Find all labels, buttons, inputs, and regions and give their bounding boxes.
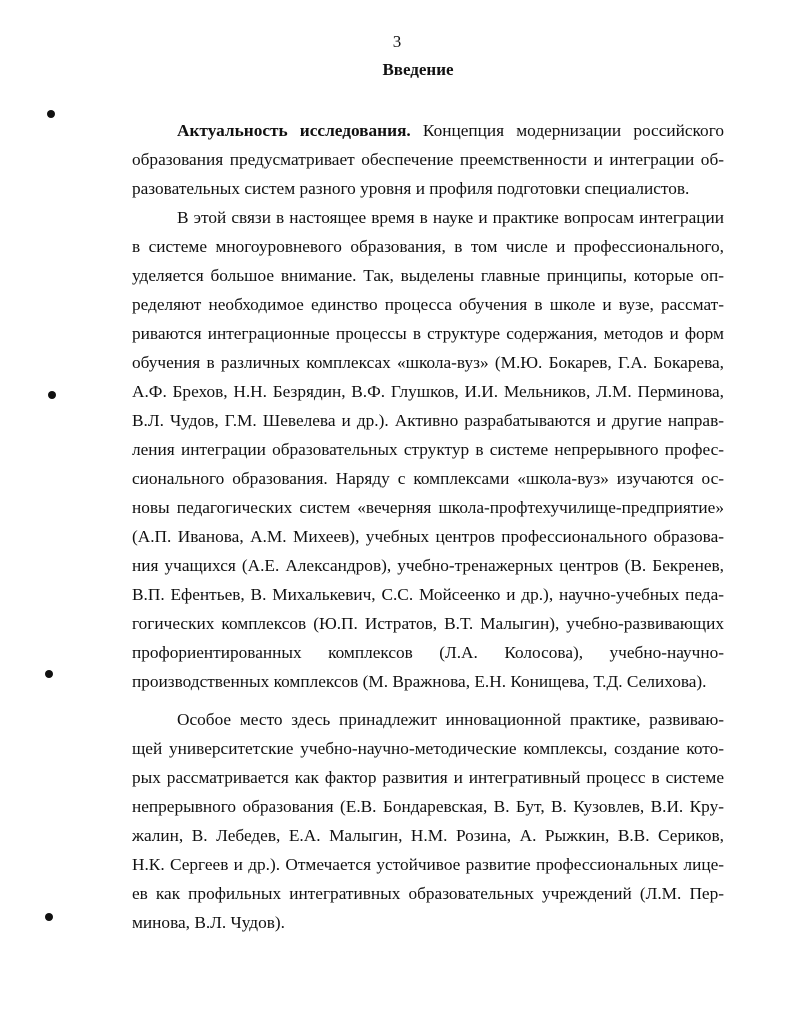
text-line: новы педагогических систем «вечерняя школа-профтехучилище-предприятие» [132,498,724,517]
text-line: риваются интеграционные процессы в структуре содержания, методов и форм [132,324,724,343]
text-line: ния учащихся (А.Е. Александров), учебно-тренажерных центров (В. Бекренев, [132,556,724,575]
text-line: Н.К. Сергеев и др.). Отмечается устойчивое развитие профессиональных лице- [132,855,724,874]
text-line: профориентированных комплексов (Л.А. Колосова), учебно-научно- [132,643,724,662]
paragraph-lead: Актуальность исследования. [177,121,411,140]
text-line: В этой связи в настоящее время в науке и практике вопросам интеграции [177,208,724,227]
binding-hole-2 [48,391,56,399]
text-line: непрерывного образования (Е.В. Бондаревская, В. Бут, В. Кузовлев, В.И. Кру- [132,797,724,816]
text-line: образования предусматривает обеспечение преемственности и интеграции об- [132,150,724,169]
text-line: жалин, В. Лебедев, Е.А. Малыгин, Н.М. Розина, А. Рыжкин, В.В. Сериков, [132,826,724,845]
text-line: ев как профильных интегративных образовательных учреждений (Л.М. Пер- [132,884,724,903]
binding-hole-4 [45,913,53,921]
text-line: рых рассматривается как фактор развития и интегративный процесс в системе [132,768,724,787]
text-line: (А.П. Иванова, А.М. Михеев), учебных центров профессионального образова- [132,527,724,546]
text-line: Особое место здесь принадлежит инновационной практике, развиваю- [177,710,724,729]
text-line: уделяется большое внимание. Так, выделены главные принципы, которые оп- [132,266,724,285]
section-title: Введение [382,60,454,79]
text-line: ределяют необходимое единство процесса обучения в школе и вузе, рассмат- [132,295,724,314]
text-line: В.Л. Чудов, Г.М. Шевелева и др.). Активно разрабатываются и другие направ- [132,411,724,430]
text-line: В.П. Ефентьев, В. Михалькевич, С.С. Мойсеенко и др.), научно-учебных педа- [132,585,724,604]
text-line [177,116,724,145]
text-line: разовательных систем разного уровня и профиля подготовки специалистов. [132,179,690,198]
text-line: ления интеграции образовательных структур в системе непрерывного профес- [132,440,724,459]
text-line: минова, В.Л. Чудов). [132,913,285,932]
text-line: щей университетские учебно-научно-методические комплексы, создание кото- [132,739,724,758]
text-line: А.Ф. Брехов, Н.Н. Безрядин, В.Ф. Глушков, И.И. Мельников, Л.М. Перминова, [132,382,724,401]
text-line: гогических комплексов (Ю.П. Истратов, В.Т. Малыгин), учебно-развивающих [132,614,724,633]
binding-hole-3 [45,670,53,678]
page-number: 3 [392,32,402,51]
text-line-content: Концепция модернизации российского [410,121,724,140]
text-line: обучения в различных комплексах «школа-вуз» (М.Ю. Бокарев, Г.А. Бокарева, [132,353,724,372]
binding-hole-1 [47,110,55,118]
text-line: в системе многоуровневого образования, в том числе и профессионального, [132,237,724,256]
text-line: сионального образования. Наряду с комплексами «школа-вуз» изучаются ос- [132,469,724,488]
text-line: производственных комплексов (М. Вражнова, Е.Н. Конищева, Т.Д. Селихова). [132,672,707,691]
